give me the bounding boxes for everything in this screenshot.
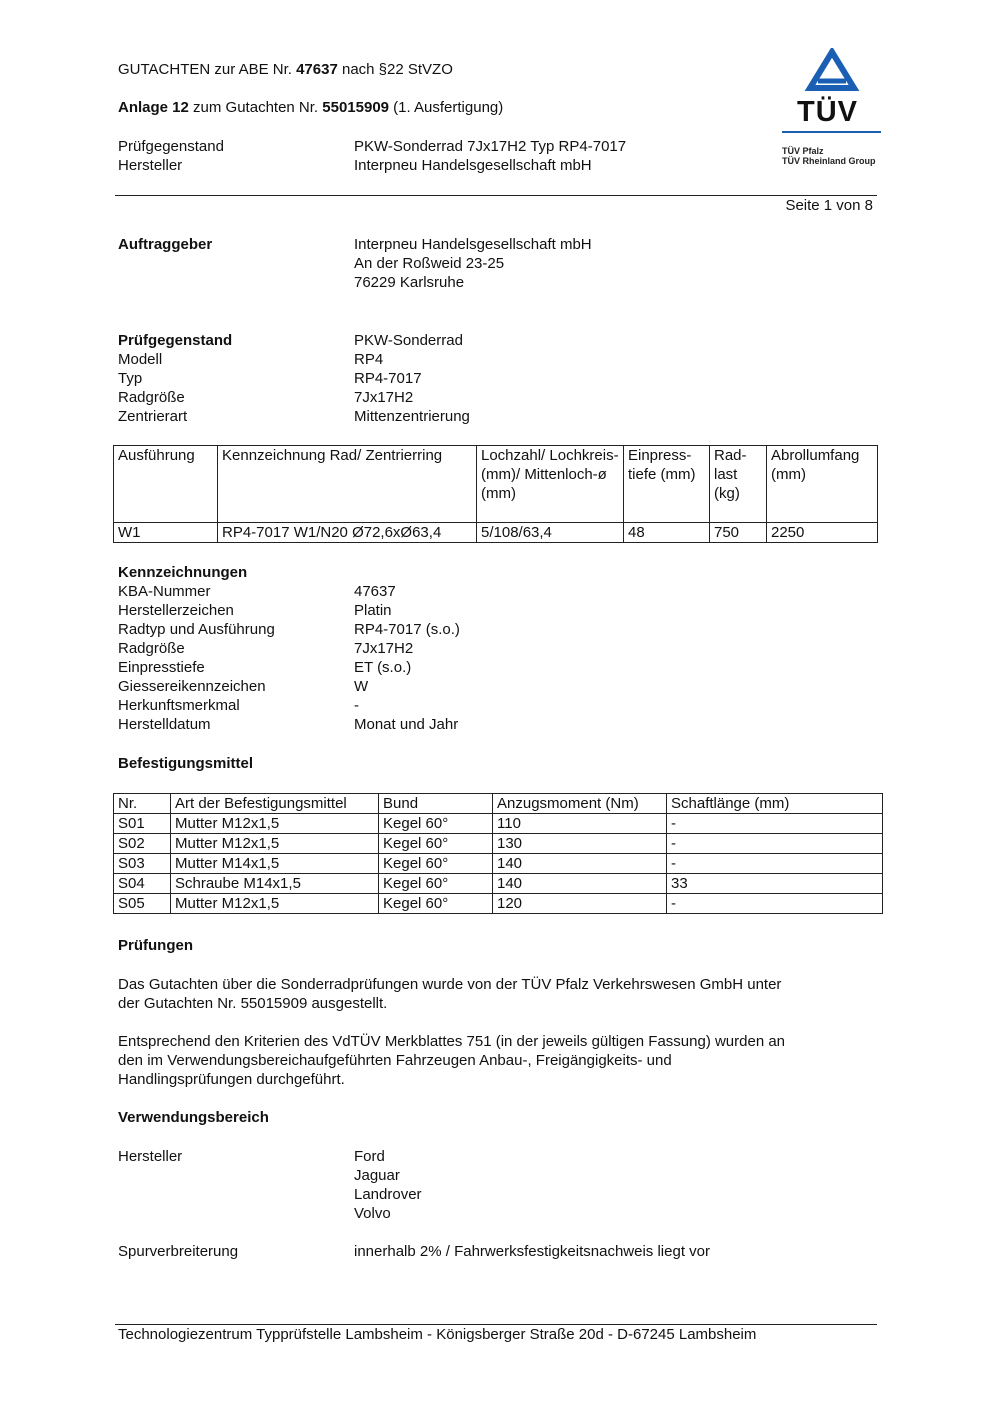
table-header: Abrollumfang (mm): [767, 446, 878, 523]
markings-heading: Kennzeichnungen: [118, 564, 248, 581]
model-label: Modell: [118, 351, 163, 368]
table-cell: Schraube M14x1,5: [171, 874, 379, 894]
table-cell: 140: [493, 854, 667, 874]
marking-value: Platin: [354, 602, 392, 619]
subject-label: Prüfgegenstand: [118, 138, 224, 155]
table-cell: W1: [114, 523, 218, 543]
table-header: Anzugsmoment (Nm): [493, 794, 667, 814]
manufacturer-item: Landrover: [354, 1186, 422, 1203]
table-cell: Kegel 60°: [379, 814, 493, 834]
marking-label: Herstelldatum: [118, 716, 211, 733]
marking-value: RP4-7017 (s.o.): [354, 621, 460, 638]
subject-heading: Prüfgegenstand: [118, 332, 233, 349]
track-widening-value: innerhalb 2% / Fahrwerksfestigkeitsnachweis liegt vor: [354, 1243, 710, 1260]
table-cell: 750: [710, 523, 767, 543]
table-cell: -: [667, 814, 883, 834]
table-header: Nr.: [114, 794, 171, 814]
table-cell: 130: [493, 834, 667, 854]
manufacturer-item: Volvo: [354, 1205, 391, 1222]
size-value: 7Jx17H2: [354, 389, 414, 406]
tuev-logo: [778, 48, 890, 172]
subject-value: PKW-Sonderrad 7Jx17H2 Typ RP4-7017: [354, 138, 627, 155]
logo-sub2: TÜV Rheinland Group: [782, 156, 876, 166]
subject-value: PKW-Sonderrad: [354, 332, 463, 349]
table-cell: 120: [493, 894, 667, 914]
centering-value: Mittenzentrierung: [354, 408, 470, 425]
type-value: RP4-7017: [354, 370, 422, 387]
paragraph-line: der Gutachten Nr. 55015909 ausgestellt.: [118, 995, 388, 1012]
table-cell: 140: [493, 874, 667, 894]
table-header: Schaftlänge (mm): [667, 794, 883, 814]
table-cell: Mutter M12x1,5: [171, 814, 379, 834]
paragraph-line: den im Verwendungsbereichaufgeführten Fahrzeugen Anbau-, Freigängigkeits- und: [118, 1052, 672, 1069]
table-header: Ausführung: [114, 446, 218, 523]
track-widening-label: Spurverbreiterung: [118, 1243, 239, 1260]
marking-value: W: [354, 678, 369, 695]
logo-sub1: TÜV Pfalz: [782, 146, 824, 156]
manufacturer-item: Jaguar: [354, 1167, 400, 1184]
table-cell: -: [667, 894, 883, 914]
subject-labels: [118, 331, 232, 426]
table-cell: Mutter M12x1,5: [171, 834, 379, 854]
wheel-table: [113, 445, 878, 543]
table-row: [114, 834, 883, 854]
client-name: Interpneu Handelsgesellschaft mbH: [354, 236, 592, 253]
fasteners-table: [113, 793, 883, 914]
client-address: [354, 235, 592, 292]
table-header: Rad-last (kg): [710, 446, 767, 523]
model-value: RP4: [354, 351, 384, 368]
paragraph-line: Handlingsprüfungen durchgeführt.: [118, 1071, 345, 1088]
table-row: [114, 894, 883, 914]
report-number: 55015909: [322, 99, 390, 116]
marking-label: Einpresstiefe: [118, 659, 205, 676]
title-suffix: nach §22 StVZO: [337, 61, 453, 78]
logo-text: TÜV: [797, 96, 858, 128]
document-title: [118, 60, 453, 79]
client-street: An der Roßweid 23-25: [354, 255, 505, 272]
table-cell: 48: [624, 523, 710, 543]
header-subject: [118, 137, 718, 156]
title-text: GUTACHTEN zur ABE Nr.: [118, 61, 297, 78]
marking-value: 47637: [354, 583, 396, 600]
marking-label: Giessereikennzeichen: [118, 678, 266, 695]
table-cell: 33: [667, 874, 883, 894]
table-row: [114, 523, 878, 543]
table-cell: Mutter M12x1,5: [171, 894, 379, 914]
fasteners-heading: Befestigungsmittel: [118, 755, 254, 772]
marking-value: ET (s.o.): [354, 659, 412, 676]
client-city: 76229 Karlsruhe: [354, 274, 465, 291]
table-cell: Kegel 60°: [379, 834, 493, 854]
table-header: Einpress-tiefe (mm): [624, 446, 710, 523]
table-cell: -: [667, 834, 883, 854]
table-cell: Kegel 60°: [379, 854, 493, 874]
annex-label: Anlage 12: [118, 99, 189, 116]
manufacturer-label: Hersteller: [118, 157, 183, 174]
table-row: [114, 874, 883, 894]
table-cell: Kegel 60°: [379, 874, 493, 894]
page-number: Seite 1 von 8: [785, 197, 873, 214]
table-cell: S05: [114, 894, 171, 914]
size-label: Radgröße: [118, 389, 185, 406]
marking-value: Monat und Jahr: [354, 716, 459, 733]
table-row: [114, 814, 883, 834]
manufacturer-item: Ford: [354, 1148, 385, 1165]
marking-label: Herstellerzeichen: [118, 602, 234, 619]
markings-values: [354, 582, 460, 734]
table-cell: S01: [114, 814, 171, 834]
table-header: Lochzahl/ Lochkreis- (mm)/ Mittenloch-ø (mm): [477, 446, 624, 523]
annex-line: [118, 98, 503, 117]
table-cell: 2250: [767, 523, 878, 543]
table-cell: Mutter M14x1,5: [171, 854, 379, 874]
type-label: Typ: [118, 370, 143, 387]
centering-label: Zentrierart: [118, 408, 188, 425]
table-header-row: [114, 446, 878, 523]
abe-number: 47637: [296, 61, 338, 78]
marking-label: KBA-Nummer: [118, 583, 211, 600]
marking-value: -: [354, 697, 359, 714]
markings-labels: [118, 582, 275, 734]
table-header: Kennzeichnung Rad/ Zentrierring: [218, 446, 477, 523]
table-cell: Kegel 60°: [379, 894, 493, 914]
scope-heading: Verwendungsbereich: [118, 1109, 269, 1126]
annex-text: zum Gutachten Nr.: [188, 99, 323, 116]
footer-text: Technologiezentrum Typprüfstelle Lambsheim - Königsberger Straße 20d - D-67245 Lambsheim: [118, 1326, 757, 1343]
subject-values: [354, 331, 470, 426]
table-cell: 5/108/63,4: [477, 523, 624, 543]
marking-label: Radgröße: [118, 640, 185, 657]
table-cell: -: [667, 854, 883, 874]
tests-heading: Prüfungen: [118, 937, 193, 954]
scope-manufacturers: [354, 1147, 422, 1223]
tests-paragraph-2: [118, 1032, 878, 1089]
table-header: Bund: [379, 794, 493, 814]
client-label: Auftraggeber: [118, 236, 213, 253]
table-header-row: [114, 794, 883, 814]
paragraph-line: Das Gutachten über die Sonderradprüfungen wurde von der TÜV Pfalz Verkehrswesen GmbH unter: [118, 976, 782, 993]
tests-paragraph-1: [118, 975, 878, 1013]
header-manufacturer: [118, 156, 718, 175]
manufacturer-value: Interpneu Handelsgesellschaft mbH: [354, 157, 592, 174]
marking-value: 7Jx17H2: [354, 640, 414, 657]
scope-manufacturer-label: Hersteller: [118, 1148, 183, 1165]
marking-label: Radtyp und Ausführung: [118, 621, 275, 638]
table-row: [114, 854, 883, 874]
paragraph-line: Entsprechend den Kriterien des VdTÜV Merkblattes 751 (in der jeweils gültigen Fassung) wurden an: [118, 1033, 786, 1050]
edition: (1. Ausfertigung): [389, 99, 504, 116]
table-header: Art der Befestigungsmittel: [171, 794, 379, 814]
table-cell: 110: [493, 814, 667, 834]
marking-label: Herkunftsmerkmal: [118, 697, 240, 714]
table-cell: S02: [114, 834, 171, 854]
table-cell: S04: [114, 874, 171, 894]
table-cell: RP4-7017 W1/N20 Ø72,6xØ63,4: [218, 523, 477, 543]
table-cell: S03: [114, 854, 171, 874]
